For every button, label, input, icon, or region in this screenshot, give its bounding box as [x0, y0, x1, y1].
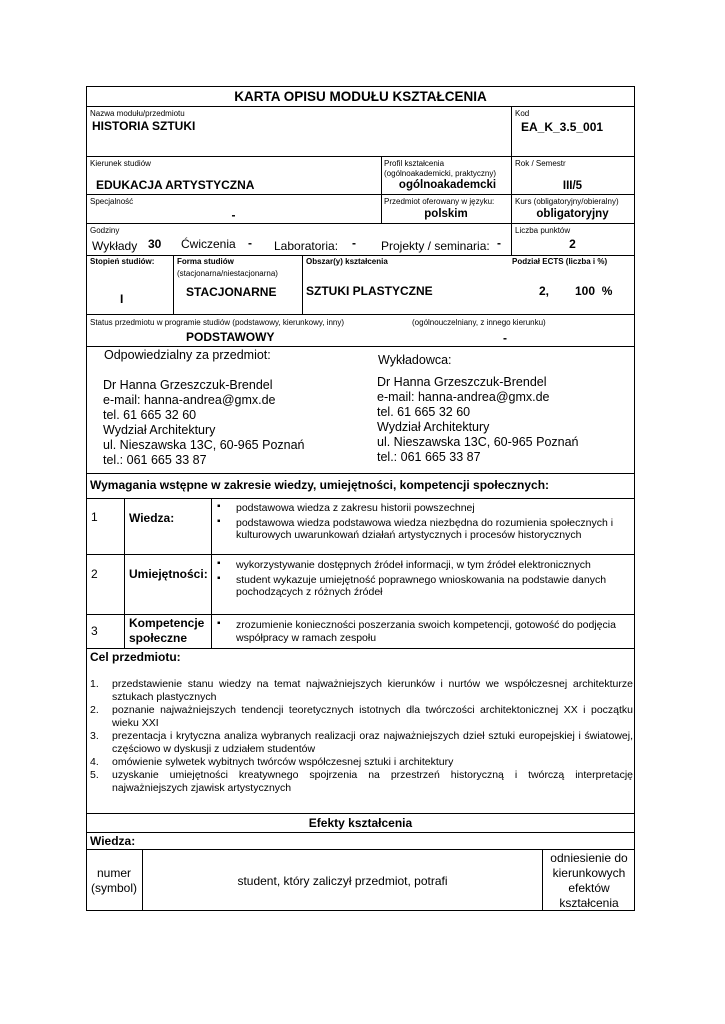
lecturer-line: tel.: 061 665 33 87 [377, 450, 481, 464]
profile-value: ogólnoakademcki [398, 179, 497, 191]
req-name-1: Wiedza: [129, 511, 175, 525]
list-item: ▪ podstawowa wiedza podstawowa wiedza niezbędna do rozumienia społecznych i kulturowych uwarunkowań działań artystycznych i procesów historycznych [214, 517, 632, 542]
module-name-label: Nazwa modułu/przedmiotu [90, 109, 185, 118]
lecturer-line: ul. Nieszawska 13C, 60-965 Poznań [377, 435, 579, 449]
course-label: Kurs (obligatoryjny/obieralny) [515, 197, 619, 206]
req-num-1: 1 [91, 510, 98, 524]
exercises-value: - [248, 236, 252, 250]
ects-num: 2, [539, 284, 550, 298]
list-item: 5. uzyskanie umiejętności kreatywnego spojrzenia na przestrzeń historyczną i twórczą interpretację najważniejszych zjawisk artystycznych [90, 769, 633, 794]
list-item: 4. omówienie sylwetek wybitnych twórców współczesnej sztuki i architektury [90, 756, 454, 768]
list-item: ▪ zrozumienie konieczności poszerzania swoich kompetencji, gotowość do podjęcia współpracy w ramach zespołu [214, 619, 632, 644]
req-num-2: 2 [91, 567, 98, 581]
area-value: SZTUKI PLASTYCZNE [306, 284, 433, 298]
effects-subheading: Wiedza: [90, 834, 136, 848]
lecturer-line: Dr Hanna Grzeszczuk-Brendel [377, 375, 547, 389]
level-value: I [120, 292, 124, 306]
ects-label: Podział ECTS (liczba i %) [512, 257, 608, 266]
year-label: Rok / Semestr [515, 159, 566, 168]
lectures-value: 30 [148, 237, 162, 251]
field-label: Kierunek studiów [90, 159, 151, 168]
req-name-3b: społeczne [129, 631, 188, 645]
status-value: PODSTAWOWY [186, 330, 275, 344]
responsible-title: Odpowiedzialny za przedmiot: [104, 348, 271, 362]
year-value: III/5 [562, 180, 583, 192]
points-value: 2 [569, 237, 576, 251]
req-name-3a: Kompetencje [129, 616, 205, 630]
req-name-2: Umiejętności: [129, 567, 208, 581]
form-value: STACJONARNE [186, 285, 277, 299]
status-label-2: (ogólnouczelniany, z innego kierunku) [412, 318, 546, 327]
requirements-heading: Wymagania wstępne w zakresie wiedzy, umiejętności, kompetencji społecznych: [90, 478, 550, 492]
responsible-line: tel.: 061 665 33 87 [103, 453, 207, 467]
projects-label: Projekty / seminaria: [381, 239, 490, 253]
course-value: obligatoryjny [536, 208, 609, 220]
spec-value: - [231, 208, 236, 222]
level-label: Stopień studiów: [90, 257, 155, 266]
form-label: Forma studiów [177, 257, 234, 266]
status-label: Status przedmiotu w programie studiów (podstawowy, kierunkowy, inny) [90, 318, 345, 327]
module-code: EA_K_3.5_001 [521, 120, 604, 134]
lectures-label: Wykłady [92, 239, 138, 253]
form-label-sub: (stacjonarna/niestacjonarna) [177, 269, 278, 278]
effects-col-reference: odniesienie do kierunkowych efektów kształcenia [550, 851, 628, 910]
list-item: 1. przedstawienie stanu wiedzy na temat najważniejszych kierunków i nurtów we współczesnej architekturze sztukach plastycznych [90, 678, 633, 703]
lecturer-line: tel. 61 665 32 60 [377, 405, 471, 419]
lecturer-line: e-mail: hanna-andrea@gmx.de [377, 390, 550, 404]
req-num-3: 3 [91, 624, 98, 638]
list-item: 2. poznanie najważniejszych tendencji teoretycznych istotnych dla twórczości architektonicznej XX i początku wieku XXI [90, 704, 633, 729]
responsible-line: Dr Hanna Grzeszczuk-Brendel [103, 378, 273, 392]
points-label: Liczba punktów [515, 226, 571, 235]
profile-label-sub: (ogólnoakademicki, praktyczny) [384, 169, 497, 178]
hours-label: Godziny [90, 226, 120, 235]
responsible-line: ul. Nieszawska 13C, 60-965 Poznań [103, 438, 305, 452]
goals-heading: Cel przedmiotu: [90, 650, 181, 664]
exercises-label: Ćwiczenia [181, 237, 236, 251]
field-value: EDUKACJA ARTYSTYCZNA [96, 178, 255, 192]
responsible-line: e-mail: hanna-andrea@gmx.de [103, 393, 276, 407]
spec-label: Specjalność [90, 197, 134, 206]
lecturer-contact [377, 375, 579, 465]
projects-value: - [497, 236, 501, 250]
effects-heading: Efekty kształcenia [308, 816, 413, 830]
lab-label: Laboratoria: [274, 239, 339, 253]
profile-label: Profil kształcenia [384, 159, 445, 168]
lang-value: polskim [424, 208, 468, 220]
responsible-line: tel. 61 665 32 60 [103, 408, 197, 422]
module-code-label: Kod [515, 109, 530, 118]
list-item: ▪ student wykazuje umiejętność poprawnego wnioskowania na podstawie danych pochodzących z różnych źródeł [214, 574, 632, 599]
list-item: ▪ podstawowa wiedza z zakresu historii powszechnej [214, 502, 632, 515]
responsible-contact [103, 378, 305, 468]
lang-label: Przedmiot oferowany w języku: [384, 197, 495, 206]
goals-list [90, 678, 633, 795]
status-value-2: - [503, 331, 507, 345]
page-title: KARTA OPISU MODUŁU KSZTAŁCENIA [234, 89, 487, 104]
req-items-1 [214, 502, 632, 544]
responsible-line: Wydział Architektury [103, 423, 216, 437]
lecturer-title: Wykładowca: [378, 353, 452, 367]
module-name: HISTORIA SZTUKI [92, 119, 196, 133]
req-items-3 [214, 619, 632, 646]
effects-col-number: numer (symbol) [90, 866, 137, 895]
list-item: 3. prezentacja i krytyczna analiza wybranych realizacji oraz najważniejszych dzieł sztuki europejskiej i światowej, częściowo w dyskusji z udziałem studentów [90, 730, 633, 755]
req-items-2 [214, 559, 632, 601]
ects-pct: 100 % [575, 284, 613, 298]
lecturer-line: Wydział Architektury [377, 420, 490, 434]
list-item: ▪ wykorzystywanie dostępnych źródeł informacji, w tym źródeł elektronicznych [214, 559, 632, 572]
lab-value: - [352, 236, 356, 250]
area-label: Obszar(y) kształcenia [306, 257, 388, 266]
effects-col-description: student, który zaliczył przedmiot, potrafi [237, 874, 448, 888]
